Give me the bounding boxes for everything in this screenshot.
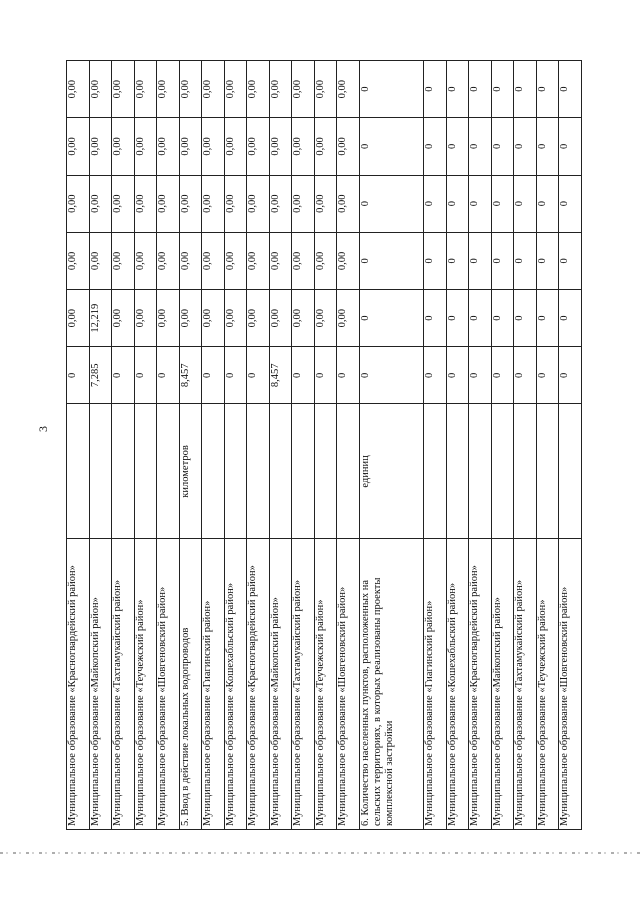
row-unit-cell — [89, 404, 112, 539]
row-unit-cell: километров — [179, 404, 202, 539]
table-row — [89, 61, 112, 830]
table-row — [491, 61, 514, 830]
row-value-cell: 0 — [514, 232, 537, 289]
row-value-cell: 0 — [424, 61, 447, 118]
row-value-cell: 0 — [491, 175, 514, 232]
table-row — [337, 61, 360, 830]
row-value-cell: 0,00 — [224, 232, 247, 289]
row-name-cell: Муниципальное образование «Майкопский район» — [269, 539, 292, 830]
row-value-cell: 0 — [359, 290, 423, 347]
row-name-cell: Муниципальное образование «Гиагинский район» — [202, 539, 225, 830]
row-name-cell: Муниципальное образование «Гиагинский район» — [424, 539, 447, 830]
row-name-cell: Муниципальное образование «Кошехабльский район» — [446, 539, 469, 830]
row-value-cell: 0,00 — [179, 61, 202, 118]
row-value-cell: 0 — [536, 175, 559, 232]
row-value-cell: 0,00 — [157, 175, 180, 232]
row-value-cell: 0,00 — [224, 61, 247, 118]
row-value-cell: 0,00 — [89, 118, 112, 175]
row-value-cell: 0 — [536, 61, 559, 118]
row-name-cell: Муниципальное образование «Кошехабльский район» — [224, 539, 247, 830]
row-value-cell: 0 — [314, 347, 337, 404]
row-value-cell: 0 — [424, 232, 447, 289]
row-value-cell: 0,00 — [269, 175, 292, 232]
row-value-cell: 0,00 — [179, 118, 202, 175]
row-value-cell: 0,00 — [337, 61, 360, 118]
row-value-cell: 7,285 — [89, 347, 112, 404]
row-value-cell: 0 — [359, 61, 423, 118]
row-value-cell: 0,00 — [134, 232, 157, 289]
row-value-cell: 0 — [469, 347, 492, 404]
row-value-cell: 0,00 — [292, 290, 315, 347]
table-row — [359, 61, 423, 830]
table-row — [269, 61, 292, 830]
row-name-cell: Муниципальное образование «Красногвардейский район» — [247, 539, 270, 830]
row-value-cell: 0 — [446, 118, 469, 175]
row-value-cell: 8,457 — [269, 347, 292, 404]
row-value-cell: 0 — [292, 347, 315, 404]
row-value-cell: 0,00 — [292, 61, 315, 118]
table-row — [559, 61, 582, 830]
row-value-cell: 0 — [536, 290, 559, 347]
row-value-cell: 0 — [469, 290, 492, 347]
row-value-cell: 0,00 — [112, 290, 135, 347]
row-value-cell: 0,00 — [224, 175, 247, 232]
table-row — [247, 61, 270, 830]
table-row — [469, 61, 492, 830]
row-value-cell: 0 — [514, 61, 537, 118]
row-name-cell: Муниципальное образование «Шовгеновский район» — [337, 539, 360, 830]
table-row — [112, 61, 135, 830]
row-name-cell: Муниципальное образование «Теучежский район» — [314, 539, 337, 830]
row-value-cell: 0 — [359, 347, 423, 404]
row-value-cell: 0,00 — [67, 118, 90, 175]
rotated-table-sheet — [66, 60, 582, 830]
row-value-cell: 0 — [446, 61, 469, 118]
row-value-cell: 0,00 — [157, 61, 180, 118]
table-row — [446, 61, 469, 830]
row-value-cell: 0 — [536, 347, 559, 404]
table-row — [424, 61, 447, 830]
row-value-cell: 0,00 — [314, 118, 337, 175]
row-value-cell: 0 — [67, 347, 90, 404]
row-value-cell: 0,00 — [269, 290, 292, 347]
row-value-cell: 0,00 — [112, 118, 135, 175]
row-unit-cell — [337, 404, 360, 539]
row-value-cell: 0,00 — [179, 290, 202, 347]
row-value-cell: 0 — [359, 118, 423, 175]
row-unit-cell — [469, 404, 492, 539]
row-value-cell: 0 — [559, 347, 582, 404]
row-name-cell: Муниципальное образование «Красногвардейский район» — [469, 539, 492, 830]
row-value-cell: 0 — [491, 347, 514, 404]
table-row — [224, 61, 247, 830]
row-value-cell: 0,00 — [134, 61, 157, 118]
row-value-cell: 0 — [514, 175, 537, 232]
row-unit-cell — [157, 404, 180, 539]
row-value-cell: 0 — [359, 175, 423, 232]
row-value-cell: 0,00 — [224, 118, 247, 175]
row-value-cell: 0 — [424, 347, 447, 404]
row-name-cell: Муниципальное образование «Майкопский район» — [491, 539, 514, 830]
row-value-cell: 0,00 — [89, 232, 112, 289]
row-value-cell: 0,00 — [224, 290, 247, 347]
row-unit-cell — [202, 404, 225, 539]
row-value-cell: 0 — [134, 347, 157, 404]
indicators-table — [66, 60, 582, 830]
row-value-cell: 0,00 — [202, 61, 225, 118]
row-value-cell: 0,00 — [202, 118, 225, 175]
row-value-cell: 0,00 — [337, 290, 360, 347]
table-row — [292, 61, 315, 830]
row-value-cell: 0 — [469, 61, 492, 118]
table-row — [179, 61, 202, 830]
row-value-cell: 0,00 — [292, 118, 315, 175]
row-unit-cell — [314, 404, 337, 539]
row-value-cell: 0,00 — [247, 232, 270, 289]
row-value-cell: 0,00 — [314, 175, 337, 232]
row-value-cell: 0,00 — [247, 175, 270, 232]
table-body — [67, 61, 582, 830]
table-row — [514, 61, 537, 830]
row-value-cell: 0 — [514, 290, 537, 347]
row-value-cell: 0,00 — [269, 232, 292, 289]
row-value-cell: 0,00 — [202, 290, 225, 347]
row-value-cell: 0,00 — [134, 175, 157, 232]
row-value-cell: 0 — [559, 175, 582, 232]
row-value-cell: 0 — [424, 290, 447, 347]
table-row — [134, 61, 157, 830]
row-value-cell: 0,00 — [269, 118, 292, 175]
row-value-cell: 0,00 — [292, 232, 315, 289]
row-value-cell: 0,00 — [112, 61, 135, 118]
row-value-cell: 0,00 — [157, 118, 180, 175]
row-value-cell: 0 — [112, 347, 135, 404]
row-value-cell: 0,00 — [67, 175, 90, 232]
row-value-cell: 0,00 — [314, 61, 337, 118]
row-value-cell: 0 — [491, 232, 514, 289]
row-value-cell: 0,00 — [337, 118, 360, 175]
row-value-cell: 0 — [514, 118, 537, 175]
table-row — [536, 61, 559, 830]
row-value-cell: 0 — [424, 118, 447, 175]
row-value-cell: 0 — [491, 118, 514, 175]
row-value-cell: 0 — [446, 347, 469, 404]
row-value-cell: 0,00 — [292, 175, 315, 232]
row-name-cell: Муниципальное образование «Шовгеновский район» — [157, 539, 180, 830]
row-value-cell: 0 — [559, 232, 582, 289]
row-value-cell: 0,00 — [157, 290, 180, 347]
row-unit-cell — [559, 404, 582, 539]
row-value-cell: 0,00 — [134, 118, 157, 175]
row-name-cell: Муниципальное образование «Тахтамукайский район» — [292, 539, 315, 830]
row-value-cell: 0 — [491, 290, 514, 347]
row-name-cell: 5. Ввод в действие локальных водопроводов — [179, 539, 202, 830]
row-unit-cell — [247, 404, 270, 539]
row-value-cell: 0,00 — [314, 290, 337, 347]
row-value-cell: 12,219 — [89, 290, 112, 347]
table-row — [314, 61, 337, 830]
row-unit-cell — [424, 404, 447, 539]
row-value-cell: 0,00 — [89, 175, 112, 232]
row-name-cell: Муниципальное образование «Шовгеновский район» — [559, 539, 582, 830]
row-unit-cell — [536, 404, 559, 539]
row-value-cell: 0,00 — [67, 290, 90, 347]
row-value-cell: 0 — [337, 347, 360, 404]
row-value-cell: 0 — [224, 347, 247, 404]
row-value-cell: 0 — [559, 290, 582, 347]
row-value-cell: 0,00 — [179, 175, 202, 232]
row-value-cell: 0 — [359, 232, 423, 289]
row-value-cell: 0,00 — [202, 175, 225, 232]
row-value-cell: 0,00 — [157, 232, 180, 289]
row-value-cell: 0 — [536, 118, 559, 175]
table-row — [67, 61, 90, 830]
row-value-cell: 0 — [446, 232, 469, 289]
row-value-cell: 0,00 — [89, 61, 112, 118]
row-name-cell: Муниципальное образование «Майкопский район» — [89, 539, 112, 830]
row-unit-cell — [491, 404, 514, 539]
row-value-cell: 0,00 — [247, 290, 270, 347]
row-value-cell: 0 — [514, 347, 537, 404]
row-value-cell: 0 — [559, 61, 582, 118]
row-value-cell: 0,00 — [134, 290, 157, 347]
row-value-cell: 0 — [446, 175, 469, 232]
row-unit-cell: единиц — [359, 404, 423, 539]
row-value-cell: 0 — [559, 118, 582, 175]
row-value-cell: 0,00 — [247, 61, 270, 118]
row-unit-cell — [269, 404, 292, 539]
row-value-cell: 0 — [491, 61, 514, 118]
row-value-cell: 0,00 — [314, 232, 337, 289]
row-value-cell: 0,00 — [67, 61, 90, 118]
row-value-cell: 0 — [157, 347, 180, 404]
row-value-cell: 0,00 — [67, 232, 90, 289]
row-name-cell: Муниципальное образование «Тахтамукайский район» — [112, 539, 135, 830]
row-name-cell: 6. Количество населенных пунктов, расположенных на сельских территориях, в которых реализованы проекты комплексной застройки — [359, 539, 423, 830]
row-unit-cell — [446, 404, 469, 539]
row-value-cell: 0,00 — [337, 232, 360, 289]
row-unit-cell — [112, 404, 135, 539]
row-value-cell: 0 — [424, 175, 447, 232]
row-name-cell: Муниципальное образование «Теучежский район» — [134, 539, 157, 830]
row-value-cell: 0,00 — [179, 232, 202, 289]
row-value-cell: 0,00 — [112, 175, 135, 232]
row-unit-cell — [514, 404, 537, 539]
row-name-cell: Муниципальное образование «Теучежский район» — [536, 539, 559, 830]
row-value-cell: 0 — [446, 290, 469, 347]
row-value-cell: 0 — [469, 232, 492, 289]
row-value-cell: 0,00 — [337, 175, 360, 232]
row-value-cell: 0 — [247, 347, 270, 404]
row-value-cell: 0,00 — [269, 61, 292, 118]
scan-artifact-line — [0, 852, 640, 854]
row-value-cell: 0 — [536, 232, 559, 289]
page-number: 3 — [36, 426, 50, 432]
row-name-cell: Муниципальное образование «Тахтамукайский район» — [514, 539, 537, 830]
row-value-cell: 0,00 — [112, 232, 135, 289]
row-unit-cell — [67, 404, 90, 539]
row-name-cell: Муниципальное образование «Красногвардейский район» — [67, 539, 90, 830]
row-value-cell: 0 — [202, 347, 225, 404]
row-value-cell: 0,00 — [247, 118, 270, 175]
table-row — [157, 61, 180, 830]
row-unit-cell — [224, 404, 247, 539]
row-unit-cell — [292, 404, 315, 539]
table-row — [202, 61, 225, 830]
row-value-cell: 0,00 — [202, 232, 225, 289]
row-value-cell: 8,457 — [179, 347, 202, 404]
row-unit-cell — [134, 404, 157, 539]
row-value-cell: 0 — [469, 118, 492, 175]
row-value-cell: 0 — [469, 175, 492, 232]
